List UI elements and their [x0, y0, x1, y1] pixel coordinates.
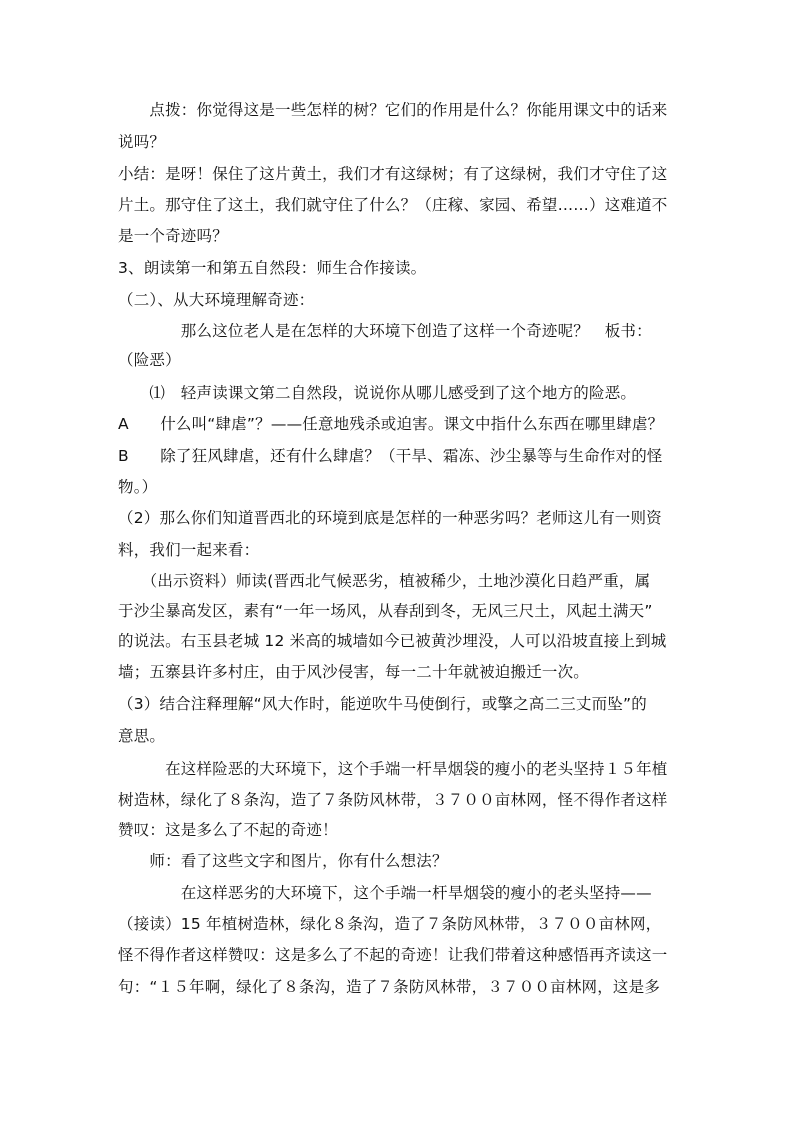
text-line: （接读）15 年植树造林，绿化８条沟，造了７条防风林带，３７００亩林网，	[118, 915, 662, 933]
text-line: （2）那么你们知道晋西北的环境到底是怎样的一种恶劣吗？老师这儿有一则资	[118, 509, 662, 527]
text-line: 师：看了这些文字和图片，你有什么想法？	[118, 852, 448, 870]
text-line: 墙；五寨县许多村庄，由于风沙侵害，每一二十年就被迫搬迁一次。	[118, 663, 590, 681]
text-line: 怪不得作者这样赞叹：这是多么了不起的奇迹！让我们带着这种感悟再齐读这一	[118, 946, 668, 964]
text-line: 说吗？	[118, 133, 166, 151]
text-line: （3）结合注释理解“风大作时，能逆吹牛马使倒行，或擎之高二三丈而坠”的	[118, 695, 647, 713]
text-line: 赞叹：这是多么了不起的奇迹！	[118, 821, 338, 839]
text-line: 是一个奇迹吗？	[118, 227, 228, 245]
text-line: 在这样恶劣的大环境下，这个手端一杆旱烟袋的瘦小的老头坚持——	[118, 884, 652, 902]
section-heading: （二）、从大环境理解奇迹：	[118, 291, 315, 309]
text-line: A 什么叫“肆虐”？——任意地残杀或迫害。课文中指什么东西在哪里肆虐？	[118, 415, 664, 433]
text-line: 3、朗读第一和第五自然段：师生合作接读。	[118, 259, 427, 277]
text-line: （险恶）	[118, 351, 181, 369]
text-line: 意思。	[118, 727, 166, 745]
text-line: 句：“１５年啊，绿化了８条沟，造了７条防风林带，３７００亩林网，这是多	[118, 978, 661, 996]
text-line: 片土。那守住了这土，我们就守住了什么？（庄稼、家园、希望……）这难道不	[118, 196, 668, 214]
text-line: 料，我们一起来看：	[118, 541, 260, 559]
text-line: 点拨：你觉得这是一些怎样的树？它们的作用是什么？你能用课文中的话来	[118, 101, 668, 119]
text-line: 树造林，绿化了８条沟，造了７条防风林带，３７００亩林网，怪不得作者这样	[118, 791, 668, 809]
text-line: 的说法。右玉县老城 12 米高的城墙如今已被黄沙埋没，人可以沿坡直接上到城	[118, 632, 667, 650]
text-line: 于沙尘暴高发区，素有“一年一场风，从春刮到冬，无风三尺土，风起土满天”	[118, 602, 653, 620]
text-line: 小结：是呀！保住了这片黄土，我们才有这绿树；有了这绿树，我们才守住了这	[118, 165, 668, 183]
text-line: ⑴ 轻声读课文第二自然段，说说你从哪儿感受到了这个地方的险恶。	[118, 384, 637, 402]
text-line: 物。）	[118, 478, 158, 496]
text-line: 在这样险恶的大环境下，这个手端一杆旱烟袋的瘦小的老头坚持１５年植	[118, 760, 668, 778]
text-line: B 除了狂风肆虐，还有什么肆虐？（干旱、霜冻、沙尘暴等与生命作对的怪	[118, 447, 663, 465]
text-line: 那么这位老人是在怎样的大环境下创造了这样一个奇迹呢？ 板书：	[118, 322, 652, 340]
text-line: （出示资料）师读(晋西北气候恶劣，植被稀少，土地沙漠化日趋严重，属	[118, 572, 651, 590]
